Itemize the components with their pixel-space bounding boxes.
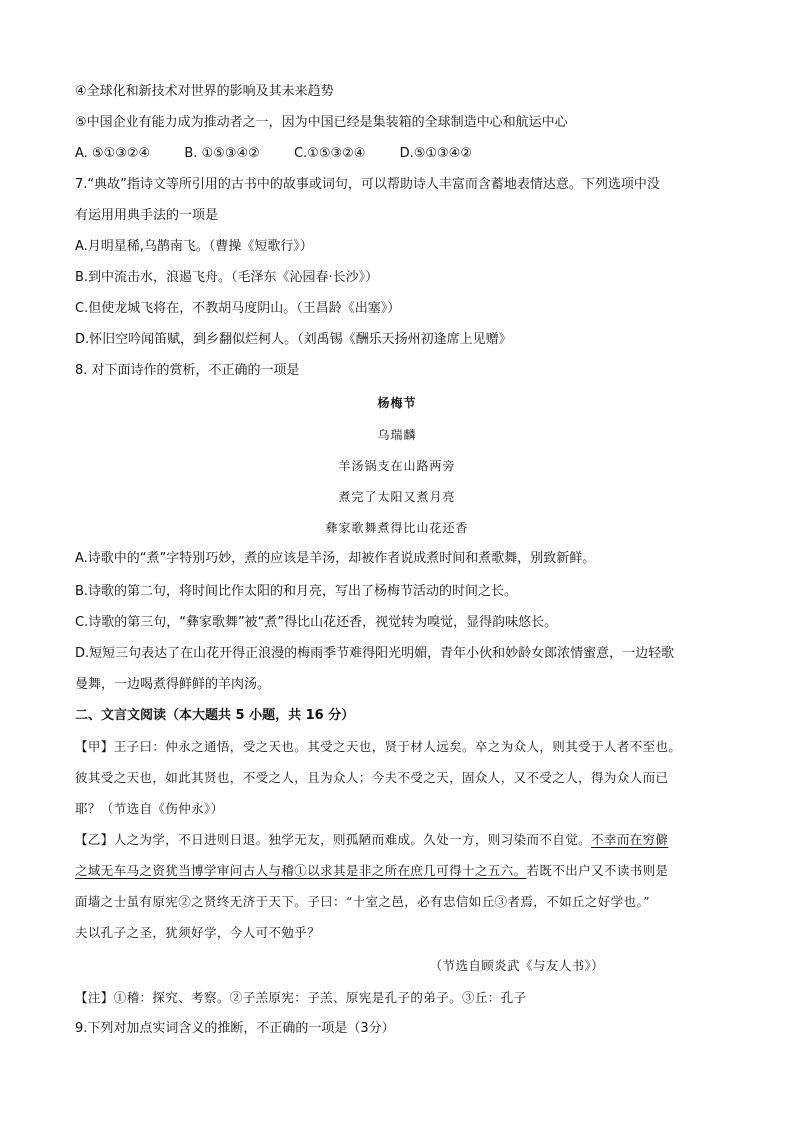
poem-line-2: 煮完了太阳又煮月亮 — [338, 490, 456, 504]
q8-option-d-line2: 曼舞，一边喝煮得鲜鲜的羊肉汤。 — [75, 677, 271, 692]
poem-line-1: 羊汤锅支在山路两旁 — [338, 459, 456, 473]
poem-author: 乌瑞麟 — [377, 428, 417, 442]
passage-jia-line1: 【甲】王子曰：仲永之通悟，受之天也。其受之天也，贤于材人远矣。卒之为众人，则其受于人者不至也。 — [75, 739, 682, 754]
q6-options — [75, 145, 734, 163]
section-heading: 二、文言文阅读（本大题共 5 小题，共 16 分） — [75, 708, 355, 723]
q8-option-a: A.诗歌中的“煮”字特别巧妙，煮的应该是羊汤，却被作者说成煮时间和煮歌舞，别致新鲜。 — [75, 551, 596, 566]
q6-option-c: C.①⑤③②④ — [293, 146, 366, 161]
passage-yi-line1 — [75, 831, 734, 849]
q8-option-d-line1: D.短短三句表达了在山花开得正浪漫的梅雨季节难得阳光明媚，青年小伙和妙龄女郎浓情蜜意，一边轻歌 — [75, 646, 675, 661]
q8-stem: 8. 对下面诗作的赏析，不正确的一项是 — [75, 363, 300, 378]
passage-yi-line3: 面墙之士虽有原宪②之贤终无济于天下。子曰：“十室之邑，必有忠信如丘③者焉，不如丘之好学也。” — [75, 894, 650, 909]
q7-stem-line2: 有运用用典手法的一项是 — [75, 208, 219, 223]
passage-jia-line2: 彼其受之天也，如此其贤也，不受之人，且为众人；今夫不受之天，固众人，又不受之人，得为众人而已 — [75, 770, 669, 785]
q8-option-b: B.诗歌的第二句，将时间比作太阳的和月亮，写出了杨梅节活动的时间之长。 — [75, 584, 518, 599]
passage-yi-line2 — [75, 862, 734, 880]
passage-yi-line4: 夫以孔子之圣，犹须好学，今人可不勉乎？ — [75, 925, 321, 940]
annotation-note: 【注】①稽：探究、考察。②子羔原宪：子羔、原宪是孔子的弟子。③丘：孔子 — [75, 990, 527, 1005]
q7-option-a: A.月明星稀,乌鹊南飞。（曹操《短歌行》） — [75, 239, 313, 254]
poem-line-3: 彝家歌舞煮得比山花还香 — [325, 521, 469, 535]
q6-option-b: B. ①⑤③④② — [184, 146, 260, 161]
passage-yi-underlined-end: 之域无车马之资犹当博学审问古人与稽①以求其是非之所在庶几可得十之五六。 — [75, 863, 527, 878]
q6-option-a: A. ⑤①③②④ — [75, 146, 151, 161]
q9-stem: 9.下列对加点实词含义的推断，不正确的一项是（3分） — [75, 1021, 395, 1036]
q8-option-c: C.诗歌的第三句，“彝家歌舞”被“煮”得比山花还香，视觉转为嗅觉，显得韵味悠长。 — [75, 615, 558, 630]
q7-option-c: C.但使龙城飞将在，不教胡马度阴山。（王昌龄《出塞》） — [75, 301, 401, 316]
poem-title: 杨梅节 — [377, 396, 417, 410]
passage-jia-line3: 耶？（节选自《伤仲永》） — [75, 801, 224, 816]
passage-yi-underlined-start: 不幸而在穷僻 — [591, 832, 669, 847]
passage-yi-source: （节选自顾炎武《与友人书》） — [429, 958, 604, 973]
q6-option-d: D.⑤①③④② — [399, 146, 472, 161]
q6-item-5: ⑤中国企业有能力成为推动者之一，因为中国已经是集装箱的全球制造中心和航运中心 — [75, 115, 568, 130]
q6-item-4: ④全球化和新技术对世界的影响及其未来趋势 — [75, 84, 334, 99]
q7-option-b: B.到中流击水，浪遏飞舟。（毛泽东《沁园春·长沙》） — [75, 270, 379, 285]
passage-yi-line1-text: 【乙】人之为学，不日进则日退。独学无友，则孤陋而难成。久处一方，则习染而不自觉。 — [75, 832, 592, 847]
passage-yi-line2-text: 若既不出户又不读书则是 — [526, 863, 669, 878]
q7-option-d: D.怀旧空吟闻笛赋，到乡翻似烂柯人。（刘禹锡《酬乐天扬州初逢席上见赠》 — [75, 332, 512, 347]
q7-stem-line1: 7.“典故”指诗文等所引用的古书中的故事或词句，可以帮助诗人丰富而含蓄地表情达意。下列选项中没 — [75, 177, 660, 192]
